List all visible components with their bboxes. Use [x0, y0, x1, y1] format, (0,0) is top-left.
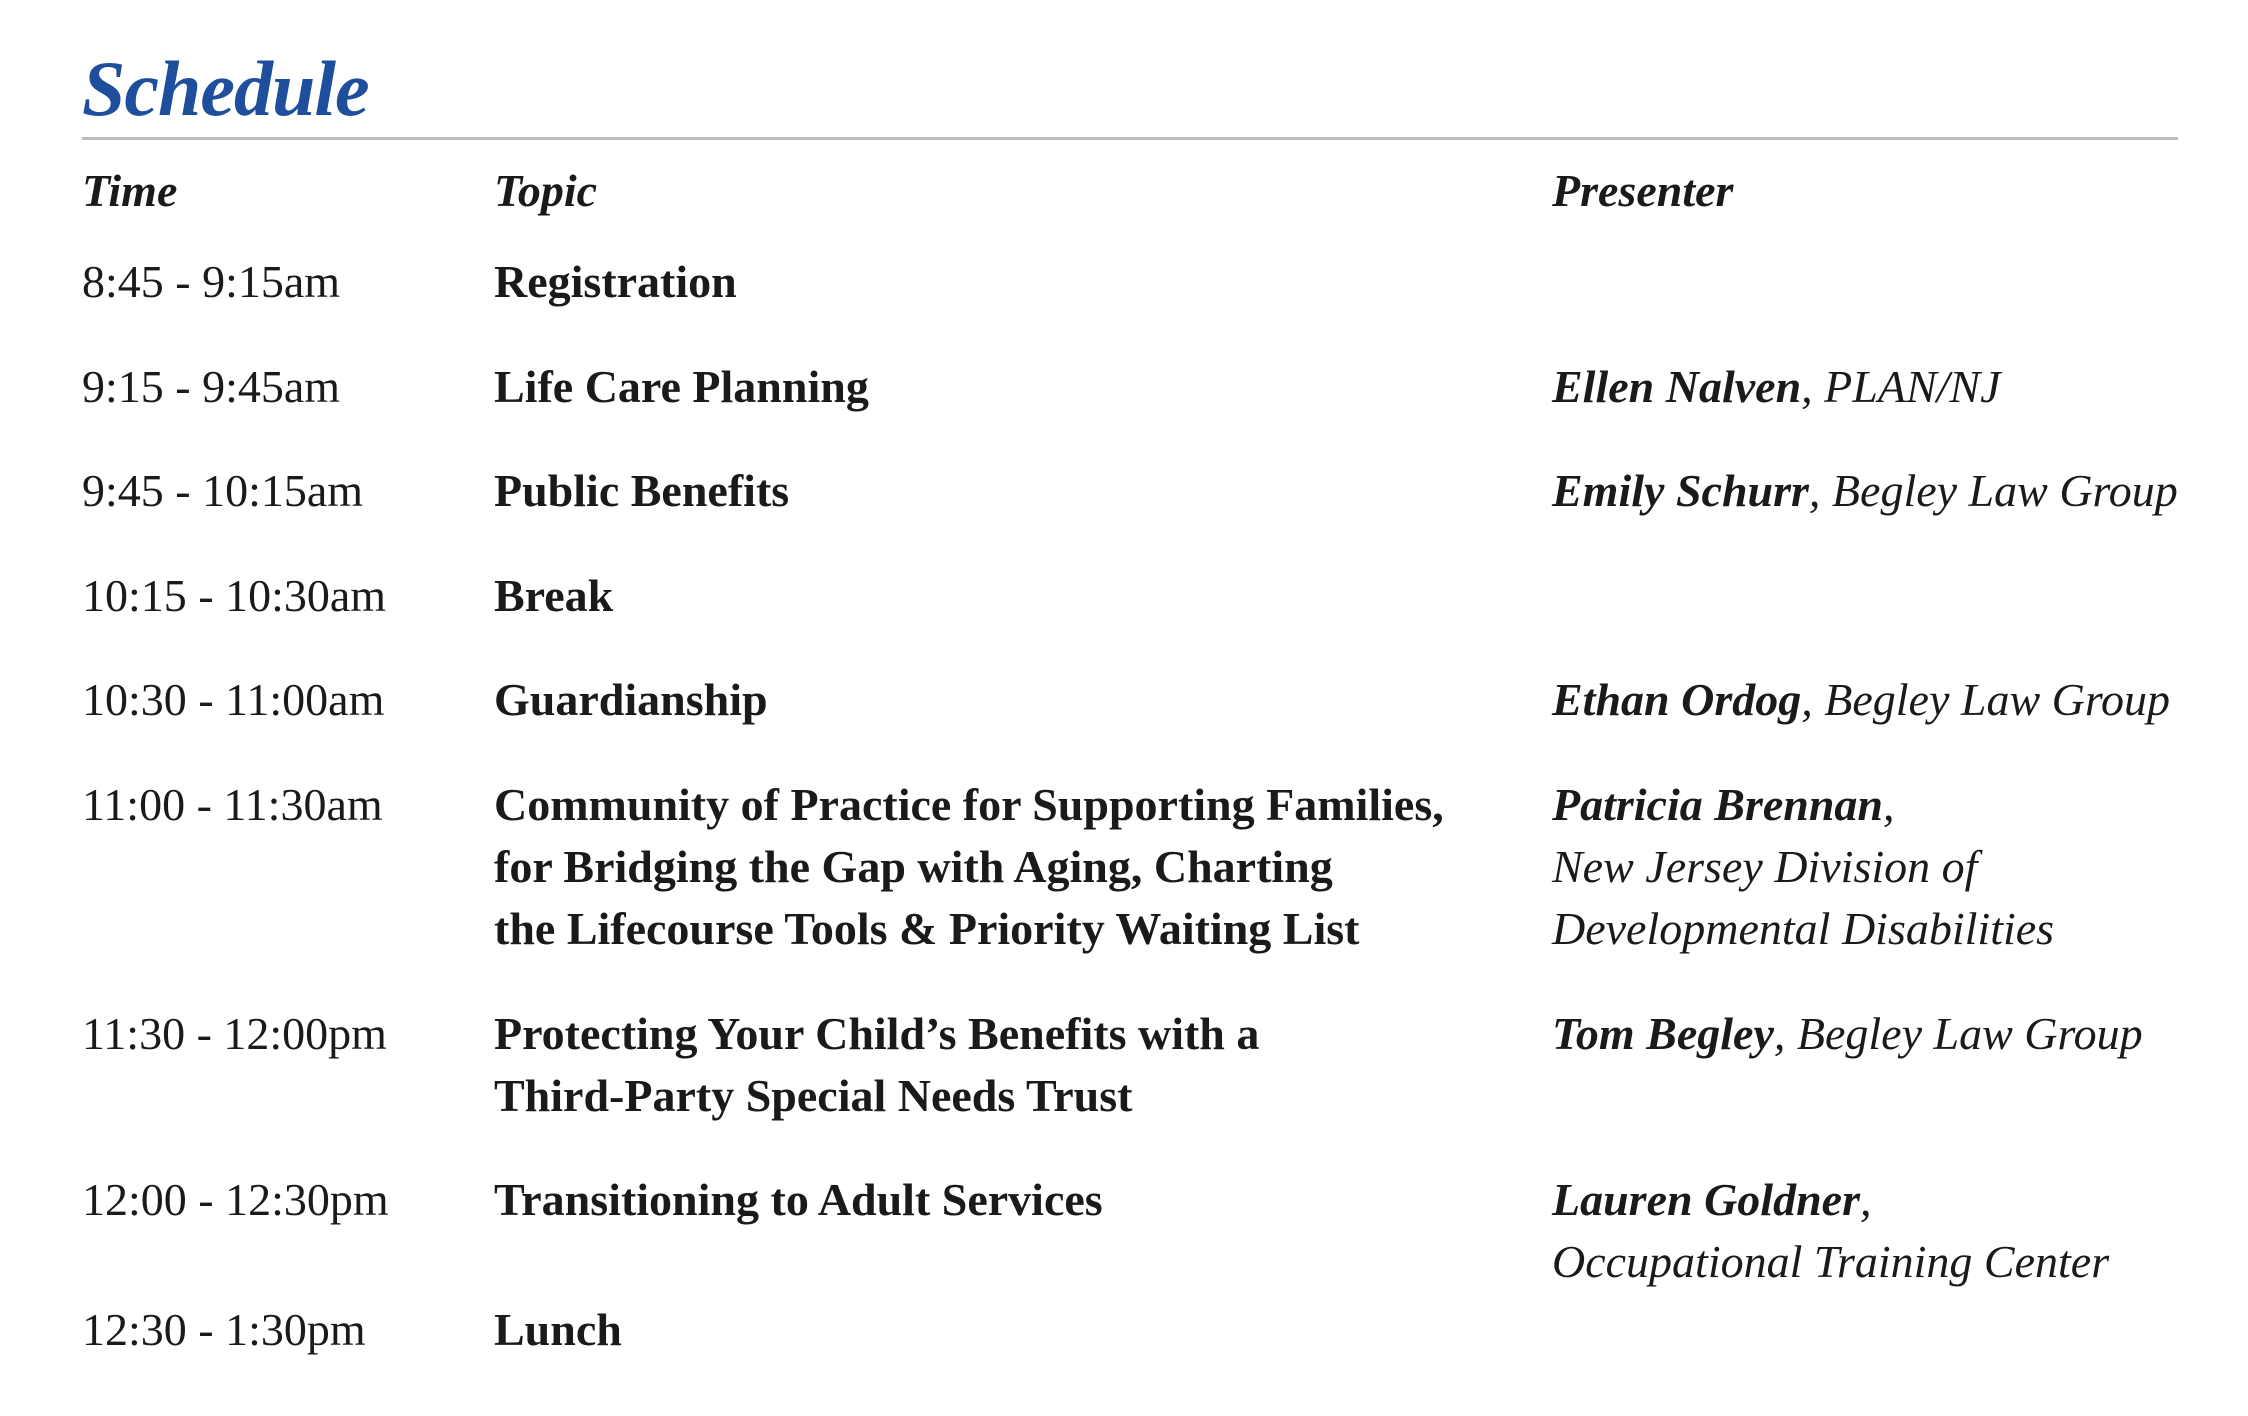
title-divider — [82, 137, 2178, 140]
row-time: 10:15 - 10:30am — [82, 570, 387, 621]
row-topic — [494, 1003, 1504, 1127]
row-presenter: Tom Begley, Begley Law Group — [1552, 1008, 2143, 1059]
row-presenter: Emily Schurr, Begley Law Group — [1552, 465, 2178, 516]
topic-line: Lunch — [494, 1304, 622, 1355]
row-topic — [494, 460, 1504, 522]
presenter-org: New Jersey Division of — [1552, 841, 1978, 892]
row-time: 9:45 - 10:15am — [82, 465, 364, 516]
row-time: 10:30 - 11:00am — [82, 674, 385, 725]
topic-line: Community of Practice for Supporting Families, — [494, 779, 1444, 830]
row-time: 11:30 - 12:00pm — [82, 1008, 387, 1059]
presenter-name: Lauren Goldner — [1552, 1174, 1860, 1225]
topic-line: Registration — [494, 256, 737, 307]
topic-line: Public Benefits — [494, 465, 790, 516]
row-topic — [494, 356, 1504, 418]
row-presenter: Patricia Brennan, New Jersey Division of Developmental Disabilities — [1552, 774, 2192, 960]
page-title: Schedule — [82, 45, 369, 132]
row-time: 11:00 - 11:30am — [82, 779, 383, 830]
presenter-name: Tom Begley — [1552, 1008, 1774, 1059]
row-presenter: Ethan Ordog, Begley Law Group — [1552, 674, 2171, 725]
row-topic — [494, 1299, 1504, 1361]
row-topic — [494, 251, 1504, 313]
row-topic — [494, 774, 1504, 960]
topic-line: Third-Party Special Needs Trust — [494, 1070, 1133, 1121]
topic-line: for Bridging the Gap with Aging, Charting — [494, 841, 1333, 892]
topic-line: Guardianship — [494, 674, 768, 725]
column-header-presenter: Presenter — [1552, 165, 1734, 216]
presenter-org: Begley Law Group — [1824, 674, 2171, 725]
topic-line: Protecting Your Child’s Benefits with a — [494, 1008, 1260, 1059]
row-time: 12:30 - 1:30pm — [82, 1304, 366, 1355]
presenter-org: Developmental Disabilities — [1552, 903, 2055, 954]
row-presenter: Lauren Goldner, Occupational Training Center — [1552, 1169, 2192, 1293]
row-time: 12:00 - 12:30pm — [82, 1174, 389, 1225]
topic-line: Transitioning to Adult Services — [494, 1174, 1103, 1225]
row-topic — [494, 565, 1504, 627]
row-topic — [494, 1169, 1504, 1231]
topic-line: the Lifecourse Tools & Priority Waiting List — [494, 903, 1360, 954]
presenter-name: Ethan Ordog — [1552, 674, 1802, 725]
presenter-name: Ellen Nalven — [1552, 361, 1802, 412]
presenter-name: Patricia Brennan — [1552, 779, 1884, 830]
presenter-org: PLAN/NJ — [1824, 361, 2001, 412]
column-header-time: Time — [82, 165, 178, 216]
presenter-name: Emily Schurr — [1552, 465, 1809, 516]
presenter-org: Begley Law Group — [1796, 1008, 2143, 1059]
row-time: 9:15 - 9:45am — [82, 361, 341, 412]
row-topic — [494, 669, 1504, 731]
presenter-org: Occupational Training Center — [1552, 1236, 2110, 1287]
presenter-org: Begley Law Group — [1831, 465, 2178, 516]
topic-line: Break — [494, 570, 614, 621]
topic-line: Life Care Planning — [494, 361, 869, 412]
row-presenter: Ellen Nalven, PLAN/NJ — [1552, 361, 2001, 412]
column-header-topic: Topic — [494, 165, 598, 216]
row-time: 8:45 - 9:15am — [82, 256, 341, 307]
